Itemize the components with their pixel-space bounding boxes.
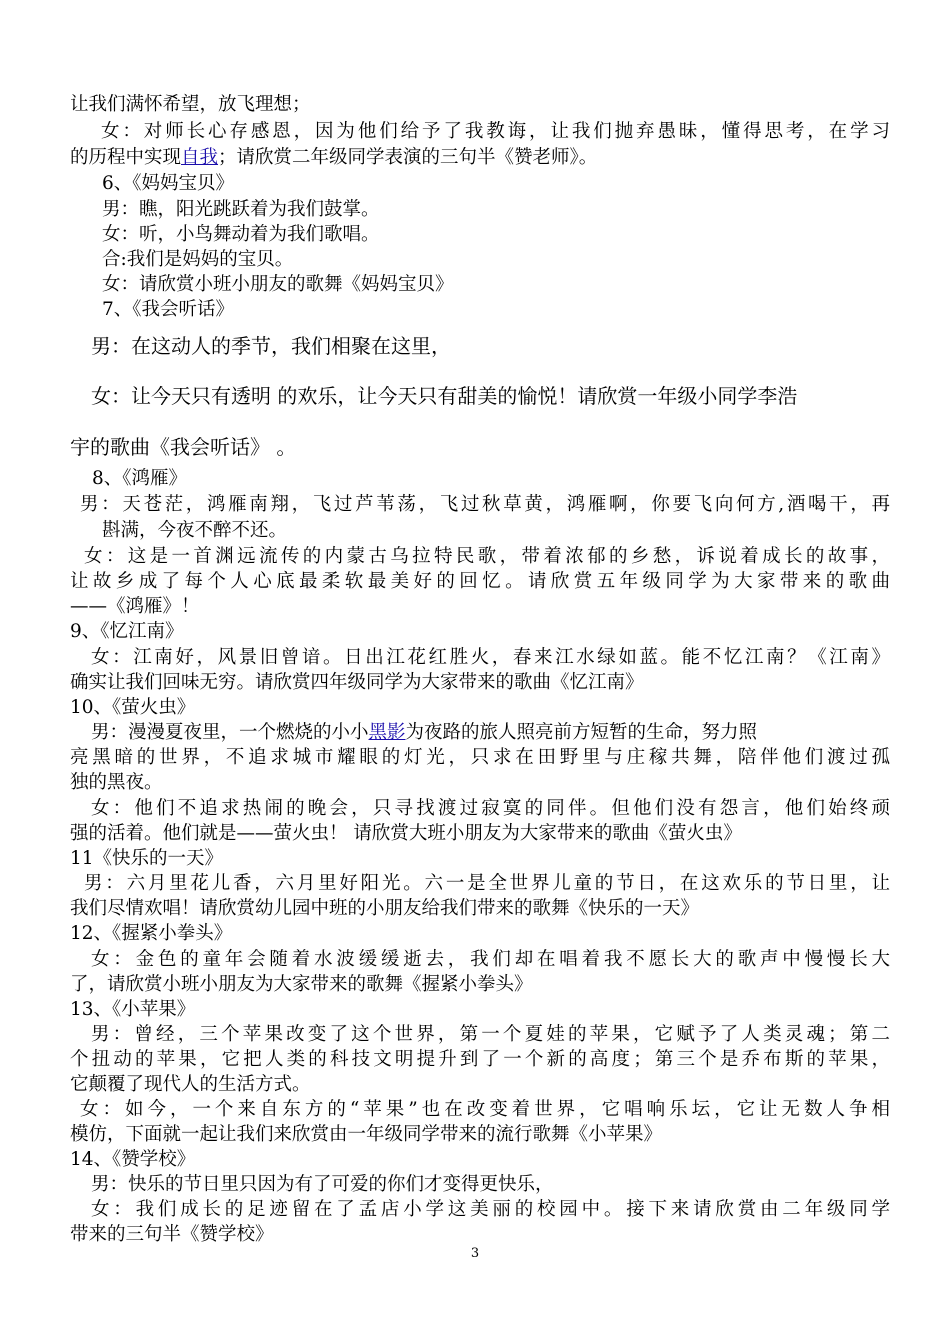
- hyperlink-zi-wo[interactable]: 自我: [181, 147, 219, 168]
- program-title: 9、《忆江南》: [70, 621, 184, 642]
- text-line: [91, 331, 911, 361]
- text-line: 让我们满怀希望，放飞理想；: [70, 94, 311, 115]
- text-line: [91, 381, 890, 411]
- program-title: 7、《我会听话》: [102, 299, 235, 320]
- text-line: [70, 432, 890, 462]
- text-span: 请欣赏一年级小同学李浩: [577, 384, 798, 408]
- program-title: 8、《鸿雁》: [92, 468, 188, 489]
- program-title: 13、《小苹果》: [70, 999, 196, 1020]
- text-line: 女：江南好，风景旧曾谙。日出江花红胜火，春来江水绿如蓝。能不忆江南？《江南》: [91, 647, 890, 668]
- text-line: 女：对师长心存感恩，因为他们给予了我教诲，让我们抛弃愚昧，懂得思考，在学习: [101, 121, 890, 142]
- program-title: 6、《妈妈宝贝》: [102, 173, 235, 194]
- text-span: 歌曲《我会听话》 。: [110, 435, 297, 459]
- program-title: 12、《握紧小拳头》: [70, 923, 233, 944]
- speaker-label: 男：: [91, 334, 131, 358]
- text-span: 宇的: [70, 435, 110, 459]
- text-line: 女：他们不追求热闹的晚会，只寻找渡过寂寞的同伴。但他们没有怨言，他们始终顽: [91, 798, 890, 819]
- text-line: 带来的三句半《赞学校》: [70, 1224, 274, 1245]
- text-line: 它颠覆了现代人的生活方式。: [70, 1074, 311, 1095]
- text-span: 的历程中实现: [70, 147, 182, 168]
- text-line: [91, 720, 890, 745]
- program-title: 11《快乐的一天》: [70, 848, 224, 869]
- page-number: 3: [470, 1246, 480, 1261]
- text-line: 让故乡成了每个人心底最柔软最美好的回忆。请欣赏五年级同学为大家带来的歌曲: [70, 571, 890, 592]
- program-title: 14、《赞学校》: [70, 1149, 196, 1170]
- program-title: 10、《萤火虫》: [70, 697, 196, 718]
- text-line: 强的活着。他们就是——萤火虫！ 请欣赏大班小朋友为大家带来的歌曲《萤火虫》: [70, 823, 742, 844]
- text-line: 女：我们成长的足迹留在了孟店小学这美丽的校园中。接下来请欣赏由二年级同学: [91, 1199, 890, 1220]
- text-line: 了，请欣赏小班小朋友为大家带来的歌舞《握紧小拳头》: [70, 974, 533, 995]
- text-span: 男：漫漫夏夜里，一个燃烧的小小: [91, 722, 369, 743]
- text-line: 男：曾经，三个苹果改变了这个世界，第一个夏娃的苹果，它赋予了人类灵魂；第二: [91, 1024, 890, 1045]
- text-span: 让今天只有透明 的欢乐，让今天只有甜美的愉悦！: [131, 384, 578, 408]
- text-line: 女：这是一首渊远流传的内蒙古乌拉特民歌，带着浓郁的乡愁，诉说着成长的故事，: [84, 546, 890, 567]
- text-line: 男：瞧，阳光跳跃着为我们鼓掌。: [102, 199, 380, 220]
- text-span: 在这动人的季节，我们相聚在这里，: [131, 334, 451, 358]
- text-span: ；请欣赏二年级同学表演的三句半《赞老师》。: [218, 147, 598, 168]
- text-line: 女：如今，一个来自东方的“苹果”也在改变着世界，它唱响乐坛，它让无数人争相: [80, 1099, 890, 1120]
- text-line: ——《鸿雁》！: [70, 596, 200, 617]
- text-line: 确实让我们回味无穷。请欣赏四年级同学为大家带来的歌曲《忆江南》: [70, 672, 644, 693]
- text-line: [70, 145, 890, 170]
- text-span: 为夜路的旅人照亮前方短暂的生命，努力照: [405, 722, 758, 743]
- text-line: 亮黑暗的世界，不追求城市耀眼的灯光，只求在田野里与庄稼共舞，陪伴他们渡过孤: [70, 747, 890, 768]
- text-line: 合:我们是妈妈的宝贝。: [102, 249, 294, 270]
- speaker-label: 女：: [91, 384, 131, 408]
- text-line: 斟满，今夜不醉不还。: [102, 520, 288, 541]
- text-line: 女：请欣赏小班小朋友的歌舞《妈妈宝贝》: [102, 274, 454, 295]
- hyperlink-hei-ying[interactable]: 黑影: [368, 722, 406, 743]
- text-line: 独的黑夜。: [70, 772, 163, 793]
- text-line: 个扭动的苹果，它把人类的科技文明提升到了一个新的高度；第三个是乔布斯的苹果，: [70, 1049, 890, 1070]
- text-line: 男：六月里花儿香，六月里好阳光。六一是全世界儿童的节日，在这欢乐的节日里，让: [84, 873, 890, 894]
- text-line: 男：天苍茫，鸿雁南翔，飞过芦苇荡，飞过秋草黄，鸿雁啊，你要飞向何方,酒喝干，再: [80, 494, 890, 515]
- text-line: 女：金色的童年会随着水波缓缓逝去，我们却在唱着我不愿长大的歌声中慢慢长大: [91, 949, 890, 970]
- text-line: 女：听，小鸟舞动着为我们歌唱。: [102, 224, 380, 245]
- text-line: 我们尽情欢唱！请欣赏幼儿园中班的小朋友给我们带来的歌舞《快乐的一天》: [70, 898, 700, 919]
- text-line: 男：快乐的节日里只因为有了可爱的你们才变得更快乐，: [91, 1174, 554, 1195]
- text-line: 模仿，下面就一起让我们来欣赏由一年级同学带来的流行歌舞《小苹果》: [70, 1124, 663, 1145]
